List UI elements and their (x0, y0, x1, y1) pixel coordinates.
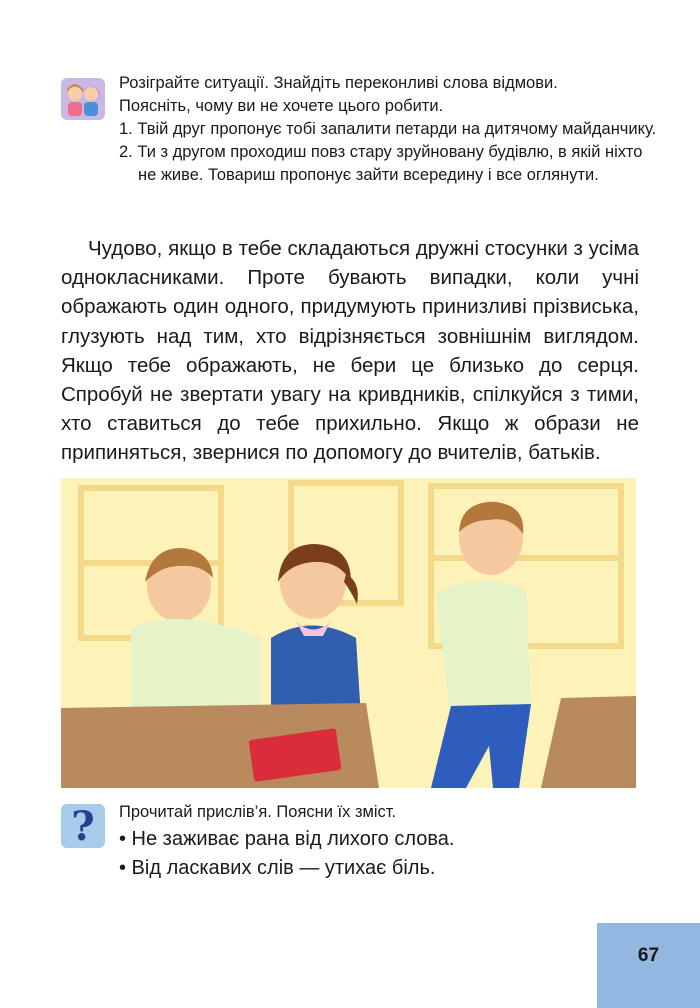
classroom-illustration (61, 478, 636, 788)
proverbs-task (119, 800, 619, 882)
question-mark: ? (71, 803, 95, 850)
roleplay-task (119, 72, 659, 187)
proverb-item: • Від ласкавих слів — утихає біль. (119, 856, 436, 879)
task-item: 2. Ти з другом проходиш повз стару зруйновану будівлю, в якій ніхто не живе. Товариш пропонує зайти всередину і все оглянути. (119, 143, 643, 184)
proverb-item: • Не заживає рана від лихого слова. (119, 828, 455, 850)
task-intro-line1: Розіграйте ситуації. Знайдіть переконливі слова відмови. (119, 74, 558, 92)
main-paragraph: Чудово, якщо в тебе складаються дружні стосунки з усіма однокласниками. Проте бувають випадки, коли учні ображають один одного, придумують принизливі прізвиська, глузують над тим, хто відрізняється зовнішнім виглядом. Якщо тебе ображають, не бери це близько до серця. Спробуй не звертати увагу на кривдників, спілкуйся з тими, хто ставиться до тебе прихильно. Якщо ж образи не припиняться, звернися по допомогу до вчителів, батьків. (61, 237, 639, 465)
page-number-tab (597, 923, 700, 1008)
task-intro-line2: Поясніть, чому ви не хочете цього робити. (119, 97, 444, 115)
proverbs-intro: Прочитай прислів’я. Поясни їх зміст. (119, 803, 397, 821)
task-item: 1. Твій друг пропонує тобі запалити петарди на дитячому майданчику. (119, 120, 657, 138)
roleplay-icon (61, 78, 105, 120)
task-list (119, 118, 659, 187)
page-number: 67 (637, 945, 660, 966)
question-icon (61, 804, 105, 848)
proverbs-list (119, 825, 619, 882)
